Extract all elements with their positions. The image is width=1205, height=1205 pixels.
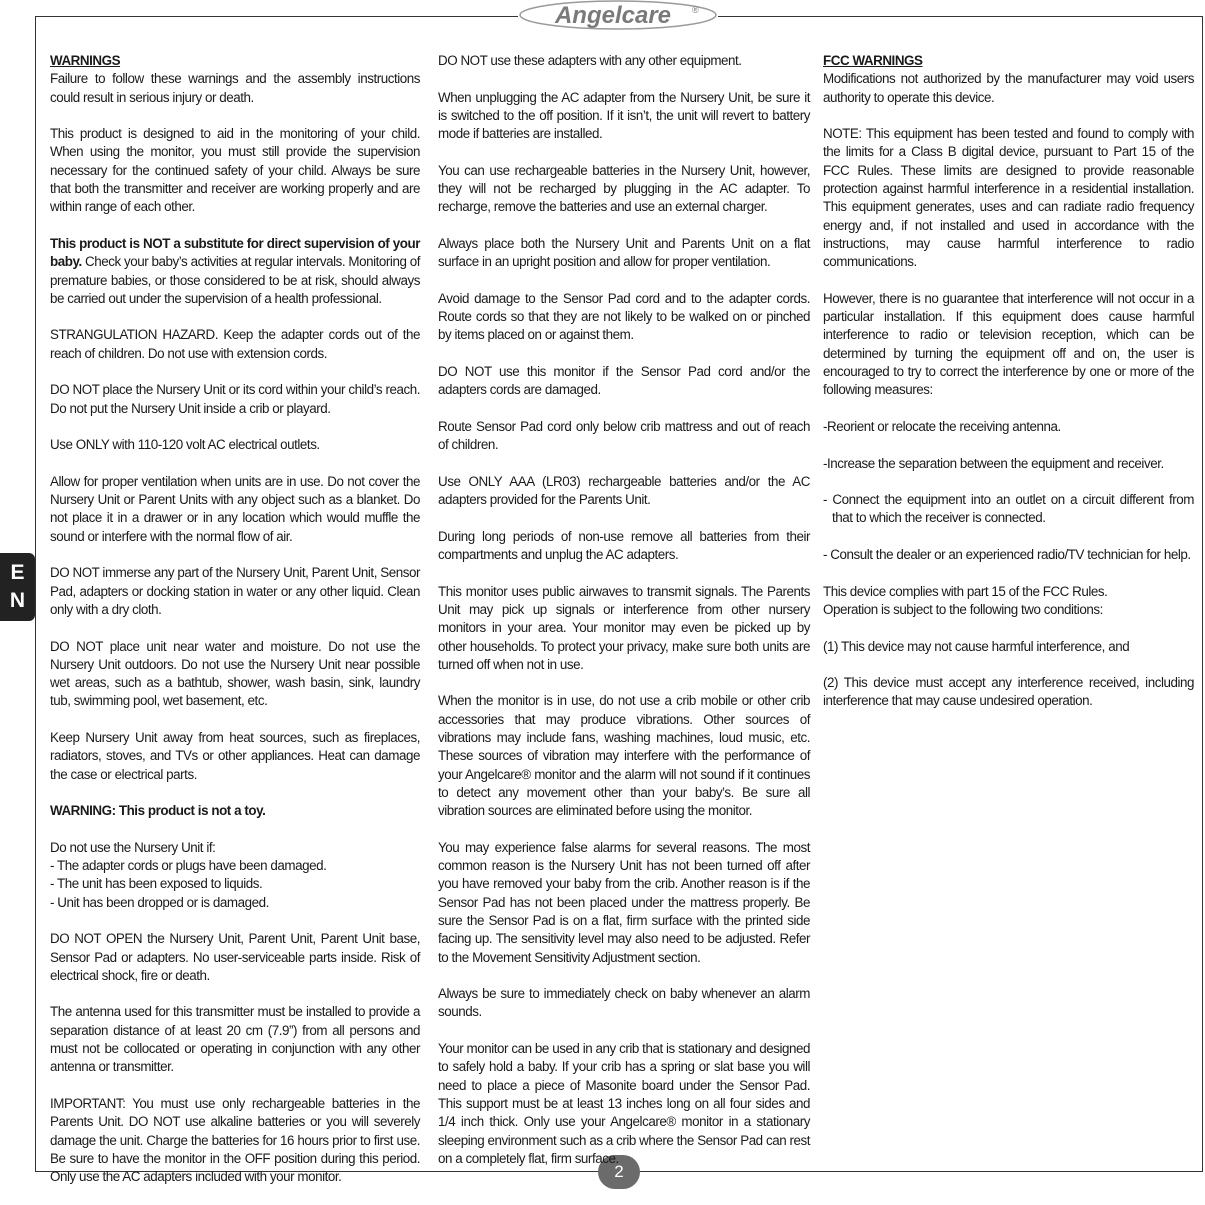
toy-warning: WARNING: This product is not a toy.	[50, 803, 266, 819]
paragraph: You may experience false alarms for several reasons. The most common reason is the Nursery Unit has not been turned off after you have removed your baby from the crib. Another reason is if the Sensor Pad has not been placed under the mattress properly. Be sure the Sensor Pad is on a flat, firm surface with the printed side facing up. The sensitivity level may also need to be adjusted. Refer to the Movement Sensitivity Adjustment section.	[438, 839, 810, 965]
paragraph: When the monitor is in use, do not use a crib mobile or other crib accessories that may produce vibrations. Other sources of vibrations may include fans, washing machines, loud music, etc. These sources of vibration may interfere with the performance of your Angelcare® monitor and the alarm will not sound if it continues to detect any movement other than your baby’s. Be sure all vibration sources are eliminated before using the monitor.	[438, 693, 810, 819]
list-item: - The unit has been exposed to liquids.	[50, 876, 263, 892]
paragraph: Your monitor can be used in any crib that is stationary and designed to safely hold a baby. If your crib has a spring or slat base you will need to place a piece of Masonite board under the Sensor Pad. This support must be at least 13 inches long on all four sides and 1/4 inch thick. Only use your Angelcare® monitor in a stationary sleeping environment such as a crib where the Sensor Pad can rest on a completely flat, firm surface.	[438, 1041, 810, 1166]
logo-registered-mark: ®	[692, 5, 699, 15]
paragraph: IMPORTANT: You must use only rechargeable batteries in the Parents Unit. DO NOT use alkaline batteries or you will severely damage the unit. Charge the batteries for 16 hours prior to first use. Be sure to have the monitor in the OFF position during this period. Only use the AC adapters included with your monitor.	[50, 1095, 420, 1185]
language-tab	[0, 553, 35, 621]
list-item: - The adapter cords or plugs have been damaged.	[50, 858, 327, 874]
logo-text: Angelcare	[554, 2, 672, 29]
language-tab-letter-1: E	[10, 561, 25, 584]
paragraph: DO NOT use this monitor if the Sensor Pad cord and/or the adapters cords are damaged.	[438, 364, 810, 398]
paragraph: Operation is subject to the following two conditions:	[823, 601, 1103, 617]
paragraph: (1) This device may not cause harmful interference, and	[823, 638, 1130, 654]
paragraph: Use ONLY AAA (LR03) rechargeable batteries and/or the AC adapters provided for the Parents Unit.	[438, 473, 810, 508]
warnings-column	[50, 52, 420, 1205]
paragraph: This device complies with part 15 of the FCC Rules.	[823, 583, 1108, 599]
paragraph: Keep Nursery Unit away from heat sources, such as fireplaces, radiators, stoves, and TVs or other appliances. Heat can damage the case or electrical parts.	[50, 729, 420, 782]
paragraph: Always place both the Nursery Unit and Parents Unit on a flat surface in an upright position and allow for proper ventilation.	[438, 235, 810, 270]
paragraph: This product is designed to aid in the monitoring of your child. When using the monitor, you must still provide the supervision necessary for the continued safety of your child. Always be sure that both the transmitter and receiver are working properly and are within range of each other.	[50, 126, 420, 215]
paragraph: DO NOT use these adapters with any other equipment.	[438, 53, 742, 68]
paragraph: Failure to follow these warnings and the assembly instructions could result in serious injury or death.	[50, 71, 420, 105]
paragraph	[50, 802, 420, 820]
paragraph: Modifications not authorized by the manufacturer may void users authority to operate this device.	[823, 71, 1194, 105]
paragraph: However, there is no guarantee that interference will not occur in a particular installation. If this equipment does cause harmful interference to radio or television reception, which can be determined by turning the equipment off and on, the user is encouraged to try to correct the interference by one or more of the following measures:	[823, 290, 1194, 398]
paragraph: Route Sensor Pad cord only below crib mattress and out of reach of children.	[438, 418, 810, 453]
paragraph: This monitor uses public airwaves to transmit signals. The Parents Unit may pick up signals or interference from other nursery monitors in your area. Your monitor may even be picked up by other households. To protect your privacy, make sure both units are turned off when not in use.	[438, 583, 810, 672]
instructions-column	[438, 52, 810, 1186]
measure-item: -Reorient or relocate the receiving antenna.	[823, 418, 1061, 434]
bold-warning: This product is NOT a substitute for direct supervision of your baby.	[50, 235, 420, 270]
fcc-column	[823, 52, 1194, 729]
paragraph: NOTE: This equipment has been tested and found to comply with the limits for a Class B digital device, pursuant to Part 15 of the FCC Rules. These limits are designed to provide reasonable protection against harmful interference in a residential installation. This equipment generates, uses and can radiate radio frequency energy and, if not installed and used in accordance with the instructions, may cause harmful interference to radio communications.	[823, 126, 1194, 270]
paragraph: When unplugging the AC adapter from the Nursery Unit, be sure it is switched to the off position. If it isn’t, the unit will revert to battery mode if batteries are installed.	[438, 89, 810, 142]
paragraph: Always be sure to immediately check on baby whenever an alarm sounds.	[438, 986, 810, 1020]
paragraph: (2) This device must accept any interference received, including interference that may cause undesired operation.	[823, 675, 1194, 709]
paragraph: DO NOT place unit near water and moisture. Do not use the Nursery Unit outdoors. Do not use the Nursery Unit near possible wet areas, such as a bathtub, shower, wash basin, sink, laundry tub, swimming pool, wet basement, etc.	[50, 638, 420, 709]
list-item: - Unit has been dropped or is damaged.	[50, 894, 269, 910]
list-intro: Do not use the Nursery Unit if:	[50, 839, 216, 855]
measure-item: - Consult the dealer or an experienced radio/TV technician for help.	[823, 547, 1191, 563]
fcc-heading: FCC WARNINGS	[823, 53, 923, 68]
measure-item: - Connect the equipment into an outlet on a circuit different from that to which the receiver is connected.	[823, 492, 1194, 526]
measure-item: -Increase the separation between the equipment and receiver.	[823, 455, 1164, 471]
paragraph: DO NOT immerse any part of the Nursery Unit, Parent Unit, Sensor Pad, adapters or docking station in water or any other liquid. Clean only with a dry cloth.	[50, 565, 420, 617]
paragraph: DO NOT place the Nursery Unit or its cord within your child’s reach. Do not put the Nursery Unit inside a crib or playard.	[50, 382, 420, 416]
language-tab-letter-2: N	[9, 589, 26, 612]
paragraph: This product is NOT a substitute for direct supervision of your baby. Check your baby’s activities at regular intervals. Monitoring of premature babies, or those considered to be at risk, should always be carried out under the supervision of a health professional.	[50, 235, 420, 306]
paragraph: The antenna used for this transmitter must be installed to provide a separation distance of at least 20 cm (7.9”) from all persons and must not be collocated or operating in conjunction with any other antenna or transmitter.	[50, 1004, 420, 1075]
paragraph: DO NOT OPEN the Nursery Unit, Parent Unit, Parent Unit base, Sensor Pad or adapters. No user-serviceable parts inside. Risk of electrical shock, fire or death.	[50, 931, 420, 983]
angelcare-logo	[518, 0, 718, 30]
warnings-heading: WARNINGS	[50, 53, 121, 68]
paragraph: You can use rechargeable batteries in the Nursery Unit, however, they will not be recharged by plugging in the AC adapter. To recharge, remove the batteries and use an external charger.	[438, 162, 810, 215]
paragraph: Allow for proper ventilation when units are in use. Do not cover the Nursery Unit or Parent Units with any object such as a blanket. Do not place it in a drawer or in any location which would muffle the sound or interfere with the normal flow of air.	[50, 473, 420, 544]
paragraph: During long periods of non-use remove all batteries from their compartments and unplug the AC adapters.	[438, 528, 810, 563]
paragraph: Use ONLY with 110-120 volt AC electrical outlets.	[50, 437, 320, 453]
paragraph: Avoid damage to the Sensor Pad cord and to the adapter cords. Route cords so that they are not likely to be walked on or pinched by items placed on or against them.	[438, 290, 810, 343]
page-number: 2	[598, 1155, 640, 1189]
paragraph: STRANGULATION HAZARD. Keep the adapter cords out of the reach of children. Do not use with extension cords.	[50, 327, 420, 361]
